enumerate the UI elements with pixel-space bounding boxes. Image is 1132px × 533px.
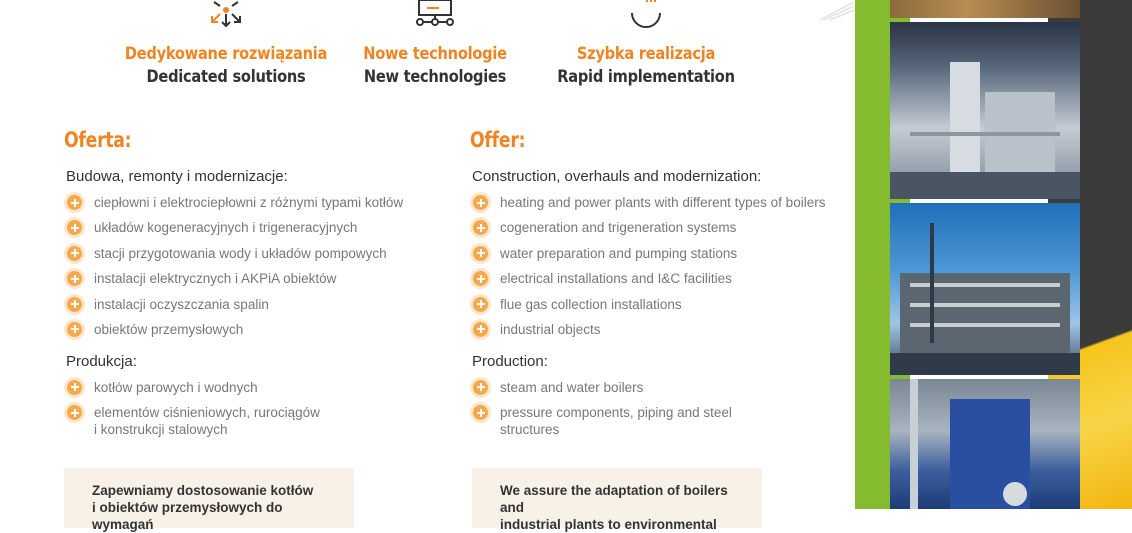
circuit-board-icon xyxy=(405,0,465,40)
feature-en-label: Rapid implementation xyxy=(557,67,735,87)
production-title: Produkcja: xyxy=(66,352,137,370)
photo-piping xyxy=(890,22,1080,199)
production-list xyxy=(470,379,840,438)
offer-column-en xyxy=(470,128,840,447)
construction-list xyxy=(470,194,840,338)
plus-circle-icon xyxy=(67,405,82,420)
list-item: instalacji oczyszczania spalin xyxy=(64,296,444,313)
list-item: stacji przygotowania wody i układów pompowych xyxy=(64,245,444,262)
plus-circle-icon xyxy=(473,271,488,286)
plus-circle-icon xyxy=(67,220,82,235)
list-item: układów kogeneracyjnych i trigeneracyjnych xyxy=(64,219,444,236)
plus-circle-icon xyxy=(473,297,488,312)
list-item: heating and power plants with different types of boilers xyxy=(470,194,840,211)
photo-boiler-top xyxy=(890,0,1080,18)
offer-column-pl xyxy=(64,128,444,447)
notice-line: Zapewniamy dostosowanie kotłów xyxy=(92,483,314,498)
plus-circle-icon xyxy=(473,405,488,420)
list-item: electrical installations and I&C facilities xyxy=(470,270,840,287)
plus-circle-icon xyxy=(67,297,82,312)
list-item: obiektów przemysłowych xyxy=(64,321,444,338)
list-item: cogeneration and trigeneration systems xyxy=(470,219,840,236)
photo-boiler-blue xyxy=(890,379,1080,509)
plus-circle-icon xyxy=(473,380,488,395)
plus-circle-icon xyxy=(67,246,82,261)
plus-circle-icon xyxy=(67,271,82,286)
plus-circle-icon xyxy=(67,380,82,395)
notice-box-pl xyxy=(64,468,354,532)
arrows-hub-icon xyxy=(196,0,256,40)
list-item: water preparation and pumping stations xyxy=(470,245,840,262)
feature-pl-label: Nowe technologie xyxy=(363,44,507,64)
feature-dedicated xyxy=(106,0,346,87)
stopwatch-icon xyxy=(616,0,676,40)
plus-circle-icon xyxy=(473,246,488,261)
list-item: pressure components, piping and steel structures xyxy=(470,404,840,438)
production-list xyxy=(64,379,444,438)
list-item: flue gas collection installations xyxy=(470,296,840,313)
notice-line: i obiektów przemysłowych do wymagań xyxy=(92,500,283,532)
feature-en-label: New technologies xyxy=(363,67,507,87)
feature-pl-label: Szybka realizacja xyxy=(576,44,716,64)
list-item: kotłów parowych i wodnych xyxy=(64,379,444,396)
list-item: steam and water boilers xyxy=(470,379,840,396)
plus-circle-icon xyxy=(67,322,82,337)
construction-title: Budowa, remonty i modernizacje: xyxy=(66,168,288,185)
stripe-decoration xyxy=(820,0,860,20)
plus-circle-icon xyxy=(67,195,82,210)
list-item: ciepłowni i elektrociepłowni z różnymi typami kotłów xyxy=(64,194,444,211)
list-item: elementów ciśnieniowych, rurociągów i konstrukcji stalowych xyxy=(64,404,444,438)
list-item: industrial objects xyxy=(470,321,840,338)
notice-box-en xyxy=(472,468,762,532)
notice-line: We assure the adaptation of boilers and xyxy=(500,483,728,515)
feature-new-tech xyxy=(315,0,555,87)
photo-panel xyxy=(820,0,1132,509)
production-title: Production: xyxy=(472,352,548,370)
list-item: instalacji elektrycznych i AKPiA obiektów xyxy=(64,270,444,287)
plus-circle-icon xyxy=(473,220,488,235)
feature-pl-label: Dedykowane rozwiązania xyxy=(124,44,328,64)
plus-circle-icon xyxy=(473,195,488,210)
feature-en-label: Dedicated solutions xyxy=(146,67,306,87)
plus-circle-icon xyxy=(473,322,488,337)
feature-rapid xyxy=(526,0,766,87)
construction-list xyxy=(64,194,444,338)
notice-line: industrial plants to environmental xyxy=(500,517,717,532)
construction-title: Construction, overhauls and modernization: xyxy=(472,168,762,185)
photo-construction xyxy=(890,203,1080,375)
offer-heading: Oferta: xyxy=(64,128,132,152)
offer-heading: Offer: xyxy=(470,128,526,152)
